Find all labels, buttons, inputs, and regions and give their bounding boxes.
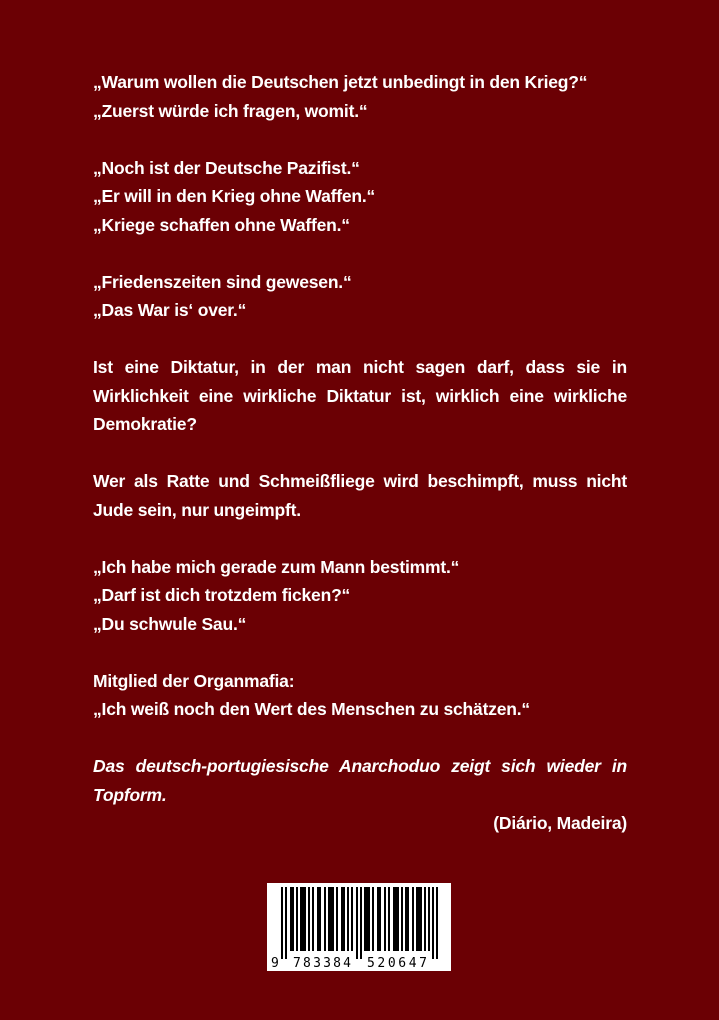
quote-line: „Darf ist dich trotzdem ficken?“ xyxy=(93,585,351,605)
barcode-digits-right: 520647 xyxy=(367,956,427,971)
quote-line: „Zuerst würde ich fragen, womit.“ xyxy=(93,100,368,121)
barcode-digit-first: 9 xyxy=(271,956,279,971)
quote-line: „Friedenszeiten sind gewesen.“ xyxy=(93,271,352,292)
back-cover-text xyxy=(93,68,627,838)
review-quote: Das deutsch-portugiesische Anarchoduo zeigt sich wieder in Topform. xyxy=(93,756,627,805)
review-source: (Diário, Madeira) xyxy=(493,813,627,833)
quote-line: „Das War is‘ over.“ xyxy=(93,300,247,320)
barcode-digits-left: 783384 xyxy=(293,956,351,971)
quote-line: „Ich weiß noch den Wert des Menschen zu schätzen.“ xyxy=(93,699,530,719)
paragraph-dictatorship: Ist eine Diktatur, in der man nicht sagen darf, dass sie in Wirklichkeit eine wirkliche Diktatur ist, wirklich eine wirkliche Demokratie? xyxy=(93,357,627,434)
quote-line: „Ich habe mich gerade zum Mann bestimmt.“ xyxy=(93,556,460,577)
organmafia-label: Mitglied der Organmafia: xyxy=(93,670,295,691)
quote-line: „Kriege schaffen ohne Waffen.“ xyxy=(93,214,350,235)
paragraph-rat: Wer als Ratte und Schmeißfliege wird beschimpft, muss nicht Jude sein, nur ungeimpft. xyxy=(93,471,627,520)
isbn-barcode xyxy=(267,883,451,971)
quote-line: „Noch ist der Deutsche Pazifist.“ xyxy=(93,157,360,178)
quote-line: „Du schwule Sau.“ xyxy=(93,613,247,634)
quote-line: „Warum wollen die Deutschen jetzt unbedingt in den Krieg?“ xyxy=(93,72,588,92)
quote-line: „Er will in den Krieg ohne Waffen.“ xyxy=(93,186,376,206)
